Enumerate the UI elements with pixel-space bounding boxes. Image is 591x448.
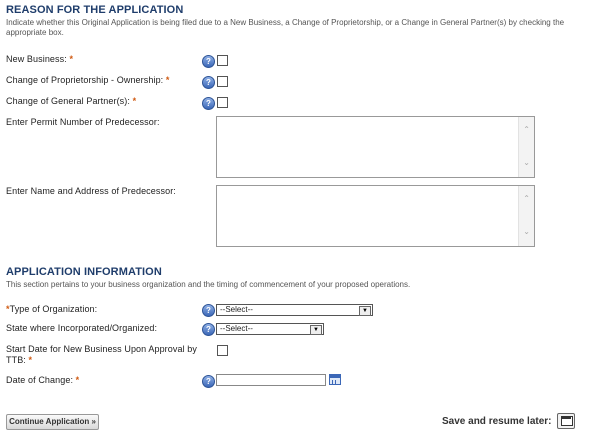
- required-marker: *: [69, 54, 74, 64]
- scrollbar[interactable]: [518, 117, 534, 177]
- permit-number-label: Enter Permit Number of Predecessor:: [6, 117, 160, 127]
- scroll-up-icon[interactable]: ⌃: [523, 125, 530, 134]
- select-value: --Select--: [220, 305, 253, 314]
- save-disk-icon[interactable]: [557, 413, 575, 429]
- reason-section-description: Indicate whether this Original Application is being filed due to a New Business, a Change of Proprietorship, or a Change in General Partner(s) by checking the appropriate box.: [6, 18, 565, 37]
- change-partner-checkbox[interactable]: [217, 97, 228, 108]
- required-marker: *: [165, 75, 170, 85]
- type-organization-select[interactable]: [216, 304, 373, 316]
- help-icon[interactable]: ?: [202, 323, 215, 336]
- scroll-down-icon[interactable]: ⌄: [523, 227, 530, 236]
- change-proprietorship-checkbox[interactable]: [217, 76, 228, 87]
- calendar-icon[interactable]: [329, 374, 341, 385]
- help-icon[interactable]: ?: [202, 76, 215, 89]
- state-label: State where Incorporated/Organized:: [6, 323, 158, 333]
- start-date-label: Start Date for New Business Upon Approval by TTB: *: [6, 344, 197, 365]
- select-value: --Select--: [220, 324, 253, 333]
- required-marker: *: [75, 375, 80, 385]
- new-business-label: New Business: *: [6, 54, 74, 64]
- new-business-checkbox[interactable]: [217, 55, 228, 66]
- help-icon[interactable]: ?: [202, 55, 215, 68]
- name-address-textarea[interactable]: [216, 185, 535, 247]
- help-icon[interactable]: ?: [202, 375, 215, 388]
- date-change-input[interactable]: [216, 374, 326, 386]
- date-change-label: Date of Change: *: [6, 375, 80, 385]
- name-address-label: Enter Name and Address of Predecessor:: [6, 186, 176, 196]
- continue-application-button[interactable]: Continue Application »: [6, 414, 99, 430]
- state-select[interactable]: [216, 323, 324, 335]
- chevron-down-icon[interactable]: ▼: [359, 306, 371, 316]
- reason-section-title: REASON FOR THE APPLICATION: [6, 4, 184, 16]
- change-partner-label: Change of General Partner(s): *: [6, 96, 137, 106]
- type-organization-label: *Type of Organization:: [6, 304, 98, 314]
- scroll-up-icon[interactable]: ⌃: [523, 194, 530, 203]
- required-marker: *: [28, 355, 33, 365]
- help-icon[interactable]: ?: [202, 97, 215, 110]
- change-proprietorship-label: Change of Proprietorship - Ownership: *: [6, 75, 170, 85]
- chevron-down-icon[interactable]: ▼: [310, 325, 322, 335]
- help-icon[interactable]: ?: [202, 304, 215, 317]
- start-date-checkbox[interactable]: [217, 345, 228, 356]
- app-info-section-description: This section pertains to your business organization and the timing of commencement of your proposed operations.: [6, 280, 411, 289]
- app-info-section-title: APPLICATION INFORMATION: [6, 266, 162, 278]
- scrollbar[interactable]: [518, 186, 534, 246]
- permit-number-textarea[interactable]: [216, 116, 535, 178]
- save-resume-label: Save and resume later:: [442, 416, 552, 427]
- required-marker: *: [132, 96, 137, 106]
- required-marker: *: [6, 304, 10, 314]
- scroll-down-icon[interactable]: ⌄: [523, 158, 530, 167]
